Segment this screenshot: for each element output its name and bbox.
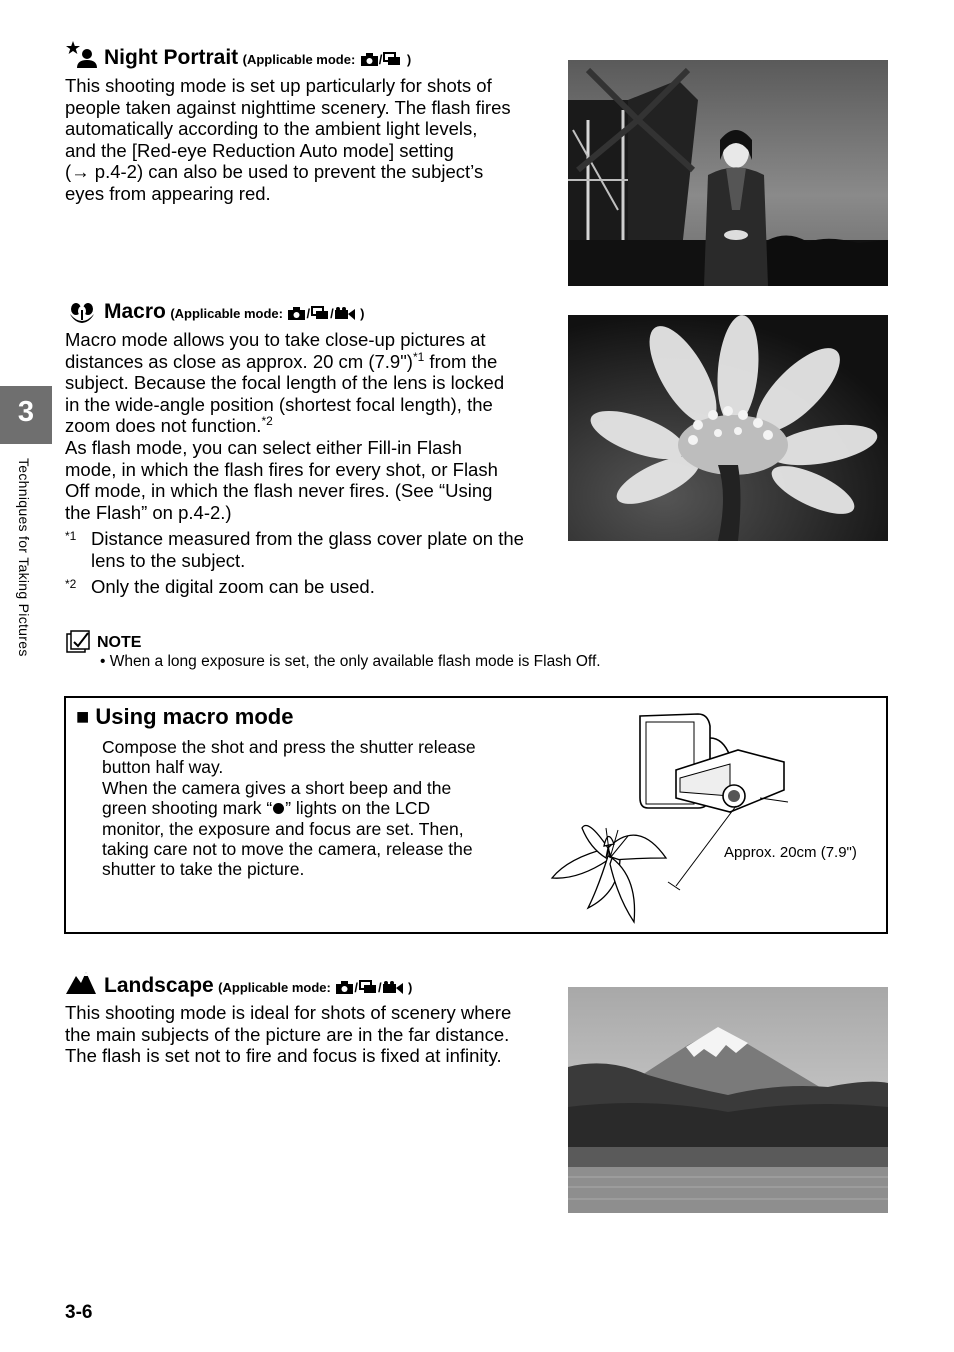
note-label: NOTE <box>97 634 142 651</box>
using-macro-heading <box>76 704 293 730</box>
note-text: • When a long exposure is set, the only available flash mode is Flash Off. <box>100 653 601 670</box>
note-icon <box>66 630 92 659</box>
chapter-number: 3 <box>17 396 35 428</box>
distance-label: Approx. 20cm (7.9") <box>724 844 857 861</box>
landscape-heading: Landscape (Applicable mode: / / ) <box>104 974 413 997</box>
night-portrait-icon <box>66 40 98 75</box>
landscape-mode-prefix: (Applicable mode: <box>218 980 331 995</box>
continuous-mode-icon <box>359 980 377 994</box>
using-macro-mode-box <box>64 696 888 934</box>
landscape-mode-suffix: ) <box>408 980 413 995</box>
macro-distance-diagram <box>548 708 878 933</box>
macro-mode-suffix: ) <box>360 306 365 321</box>
movie-mode-icon <box>383 981 403 994</box>
macro-flower-photo <box>568 315 888 541</box>
landscape-body: This shooting mode is ideal for shots of scenery where the main subjects of the picture are in the far distance. The flash is set not to fire and focus is fixed at infinity. <box>65 1002 512 1067</box>
night-portrait-mode-suffix: ) <box>406 52 412 67</box>
macro-heading: Macro (Applicable mode: / / ) <box>104 300 365 323</box>
landscape-title: Landscape <box>104 974 214 997</box>
macro-title: Macro <box>104 300 166 323</box>
landscape-mountain-icon <box>66 970 96 999</box>
camera-mode-icon <box>288 307 305 320</box>
movie-mode-icon <box>335 307 355 320</box>
camera-mode-icon <box>361 53 378 66</box>
using-macro-body: Compose the shot and press the shutter release button half way. When the camera gives a short beep and the green shooting mark “ ” lights on the LCD monitor, the exposure and focus are set. Then, taking care not to move the camera, release the shutter to take the picture. <box>102 737 476 880</box>
night-portrait-title: Night Portrait <box>104 46 239 69</box>
chapter-title: Techniques for Taking Pictures <box>16 458 32 657</box>
night-portrait-photo <box>568 60 888 286</box>
macro-body: Macro mode allows you to take close-up pictures at distances as close as approx. 20 cm (7.9")$^{*1}$ from the subject. Because the focal length of the lens is locked in the wide-angle position (shortest focal length), the zoom does not function.$^{*2}$ As flash mode, you can select either Fill-in Flash mode, in which the flash fires for every shot, or Flash Off mode, in which the flash never fires. (See “Using the Flash” on p.4-2.) <box>65 329 505 523</box>
macro-flower-icon <box>68 302 96 329</box>
page-number: 3-6 <box>65 1302 93 1323</box>
using-macro-title: Using macro mode <box>95 704 294 729</box>
camera-mode-icon <box>336 981 353 994</box>
night-portrait-heading: Night Portrait (Applicable mode: / ) <box>104 46 412 69</box>
chapter-tab <box>0 386 52 444</box>
macro-footnote-1: *1 Distance measured from the glass cover plate on the lens to the subject. <box>65 528 524 571</box>
square-marker: ■ <box>76 704 90 729</box>
green-shooting-mark-icon <box>273 803 284 814</box>
night-portrait-mode-prefix: (Applicable mode: <box>242 52 356 67</box>
macro-mode-prefix: (Applicable mode: <box>170 306 283 321</box>
continuous-mode-icon <box>383 52 401 66</box>
macro-footnote-2: *2 Only the digital zoom can be used. <box>65 576 375 597</box>
landscape-photo <box>568 987 888 1213</box>
night-portrait-body: This shooting mode is set up particularly for shots of people taken against nighttime scenery. The flash fires automatically according to the ambient light levels, and the [Red-eye Reduction Auto mode] setting (→ p.4-2) can also be used to prevent the subject’s eyes from appearing red. <box>65 75 511 204</box>
continuous-mode-icon <box>311 306 329 320</box>
